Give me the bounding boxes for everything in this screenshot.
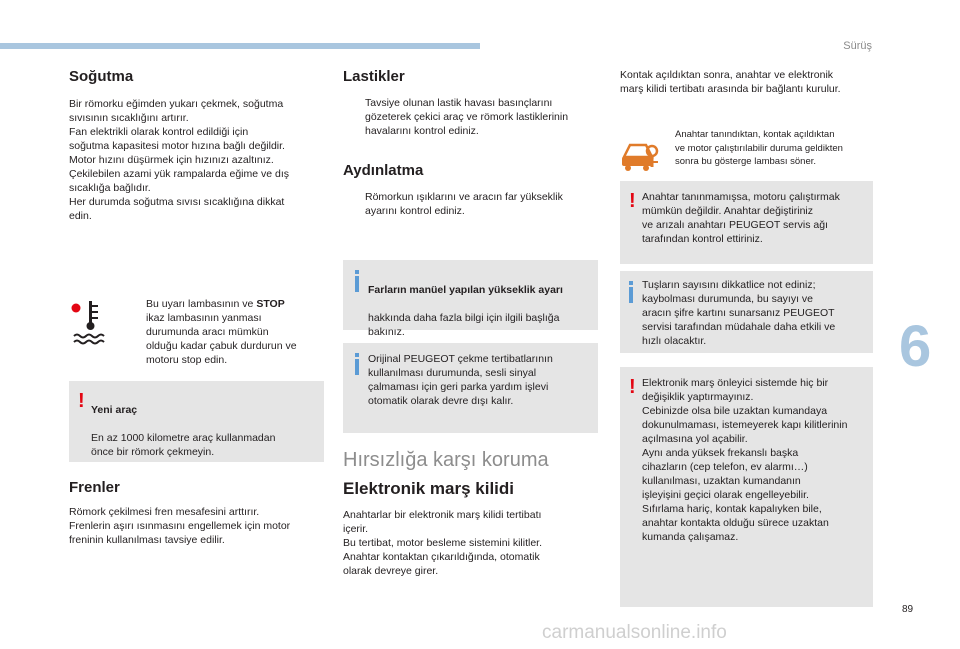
cooling-heading: Soğutma — [69, 68, 134, 85]
key-code-text: Tuşların sayısını dikkatlice not ediniz; kaybolması durumunda, bu sayıyı ve aracın şifre kartını sunarsanız PEUGEOT servisi tarafından müdahale daha etkili ve hızlı olacaktır. — [642, 279, 836, 347]
key-not-recognised-box — [620, 181, 873, 264]
immobiliser-warning-box — [620, 367, 873, 607]
chapter-number: 6 — [899, 314, 932, 379]
warning-lamp-text-cont: ikaz lambasının yanması durumunda aracı mümkün olduğu kadar çabuk durdurun ve motoru stop edin. — [146, 312, 297, 366]
lighting-bullet — [343, 190, 603, 220]
immobiliser-body: Anahtarlar bir elektronik marş kilidi tertibatı içerir. Bu tertibat, motor besleme sistemini kilitler. Anahtar kontaktan çıkarıldığında, otomatik olarak devreye girer. — [343, 509, 542, 577]
tyres-text: Tavsiye olunan lastik havası basınçlarını gözeterek çekici araç ve römork lastiklerinin havalarını kontrol ediniz. — [365, 97, 569, 137]
tyres-bullet — [343, 96, 603, 141]
brakes-heading: Frenler — [69, 479, 120, 496]
new-car-text: En az 1000 kilometre araç kullanmadan önce bir römork çekmeyin. — [91, 432, 276, 458]
lighting-text: Römorkun ışıklarını ve aracın far yükseklik ayarını kontrol ediniz. — [365, 191, 563, 217]
immobiliser-warning-text: Elektronik marş önleyici sistemde hiç bir değişiklik yaptırmayınız. Cebinizde olsa bile uzaktan kumandaya dokunulmaması, istemeyerek kapı kilitlerinin açılmasına yol açabilir. Aynı anda yüksek frekanslı başka cihazların (cep telefon, ev alarmı…) kullanılması, uzaktan kumandanın işleyişini geçici olarak engelleyebilir. Sıfırlama hariç, kontak kapalıyken bile, anahtar kontakta olduğu sürece uzaktan kumanda çalışamaz. — [642, 377, 848, 543]
stop-label: STOP — [256, 298, 285, 310]
new-car-title: Yeni araç — [91, 404, 138, 416]
cooling-body: Bir römorku eğimden yukarı çekmek, soğutma sıvısının sıcaklığını artırır. Fan elektrikli olarak kontrol edildiği için soğutma kapasitesi motor hızına bağlı değildir. Motor hızını düşürmek için hızınızı azaltınız. Çekilebilen azami yük rampalarda eğime ve dış sıcaklığa bağlıdır. Her durumda soğutma sıvısı sıcaklığına dikkat edin. — [69, 98, 290, 222]
warning-exclamation-icon: ! — [78, 390, 85, 412]
info-icon — [355, 270, 359, 292]
warning-exclamation-icon: ! — [629, 190, 636, 212]
tyres-heading: Lastikler — [343, 68, 405, 85]
coolant-temperature-warning-icon — [70, 298, 110, 348]
info-icon — [629, 281, 633, 303]
headlamp-title: Farların manüel yapılan yükseklik ayarı — [368, 284, 563, 296]
section-title: Sürüş — [843, 40, 872, 52]
brakes-body: Römork çekilmesi fren mesafesini arttırır. Frenlerin aşırı ısınmasını engellemek için motor freninin kullanılması tavsiye edilir. — [69, 506, 291, 546]
immobiliser-heading: Elektronik marş kilidi — [343, 479, 515, 498]
key-code-info-box — [620, 271, 873, 353]
key-warning-lamp-icon — [622, 137, 662, 171]
headlamp-info-box — [343, 260, 598, 338]
key-connection-text: Kontak açıldıktan sonra, anahtar ve elektronik marş kilidi tertibatı arasında bir bağlantı kurulur. — [620, 69, 841, 95]
towbar-text: Orijinal PEUGEOT çekme tertibatlarının kullanılması durumunda, sesli sinyal çalmaması için geri parka yardım işlevi otomatik olarak devre dışı kalır. — [368, 353, 553, 407]
top-accent-bar — [0, 43, 480, 49]
page-number: 89 — [902, 604, 914, 615]
warning-exclamation-icon: ! — [629, 376, 636, 398]
new-car-warning-box — [69, 381, 324, 462]
towbar-info-box — [343, 343, 598, 433]
key-lamp-text: Anahtar tanındıktan, kontak açıldıktan ve motor çalıştırılabilir duruma geldikten sonra bu gösterge lambası söner. — [675, 129, 843, 167]
info-icon — [355, 353, 359, 375]
watermark: carmanualsonline.info — [542, 622, 727, 643]
warning-lamp-bullet — [124, 297, 324, 372]
anti-theft-heading: Hırsızlığa karşı koruma — [343, 449, 549, 471]
warning-lamp-text: Bu uyarı lambasının ve — [146, 298, 257, 310]
key-not-recognised-text: Anahtar tanınmamışsa, motoru çalıştırmak mümkün değildir. Anahtar değiştiriniz ve arızalı anahtarı PEUGEOT servis ağı tarafından kontrol ettiriniz. — [642, 191, 840, 245]
headlamp-text: hakkında daha fazla bilgi için ilgili başlığa bakınız. — [368, 312, 560, 338]
lighting-heading: Aydınlatma — [343, 162, 424, 179]
